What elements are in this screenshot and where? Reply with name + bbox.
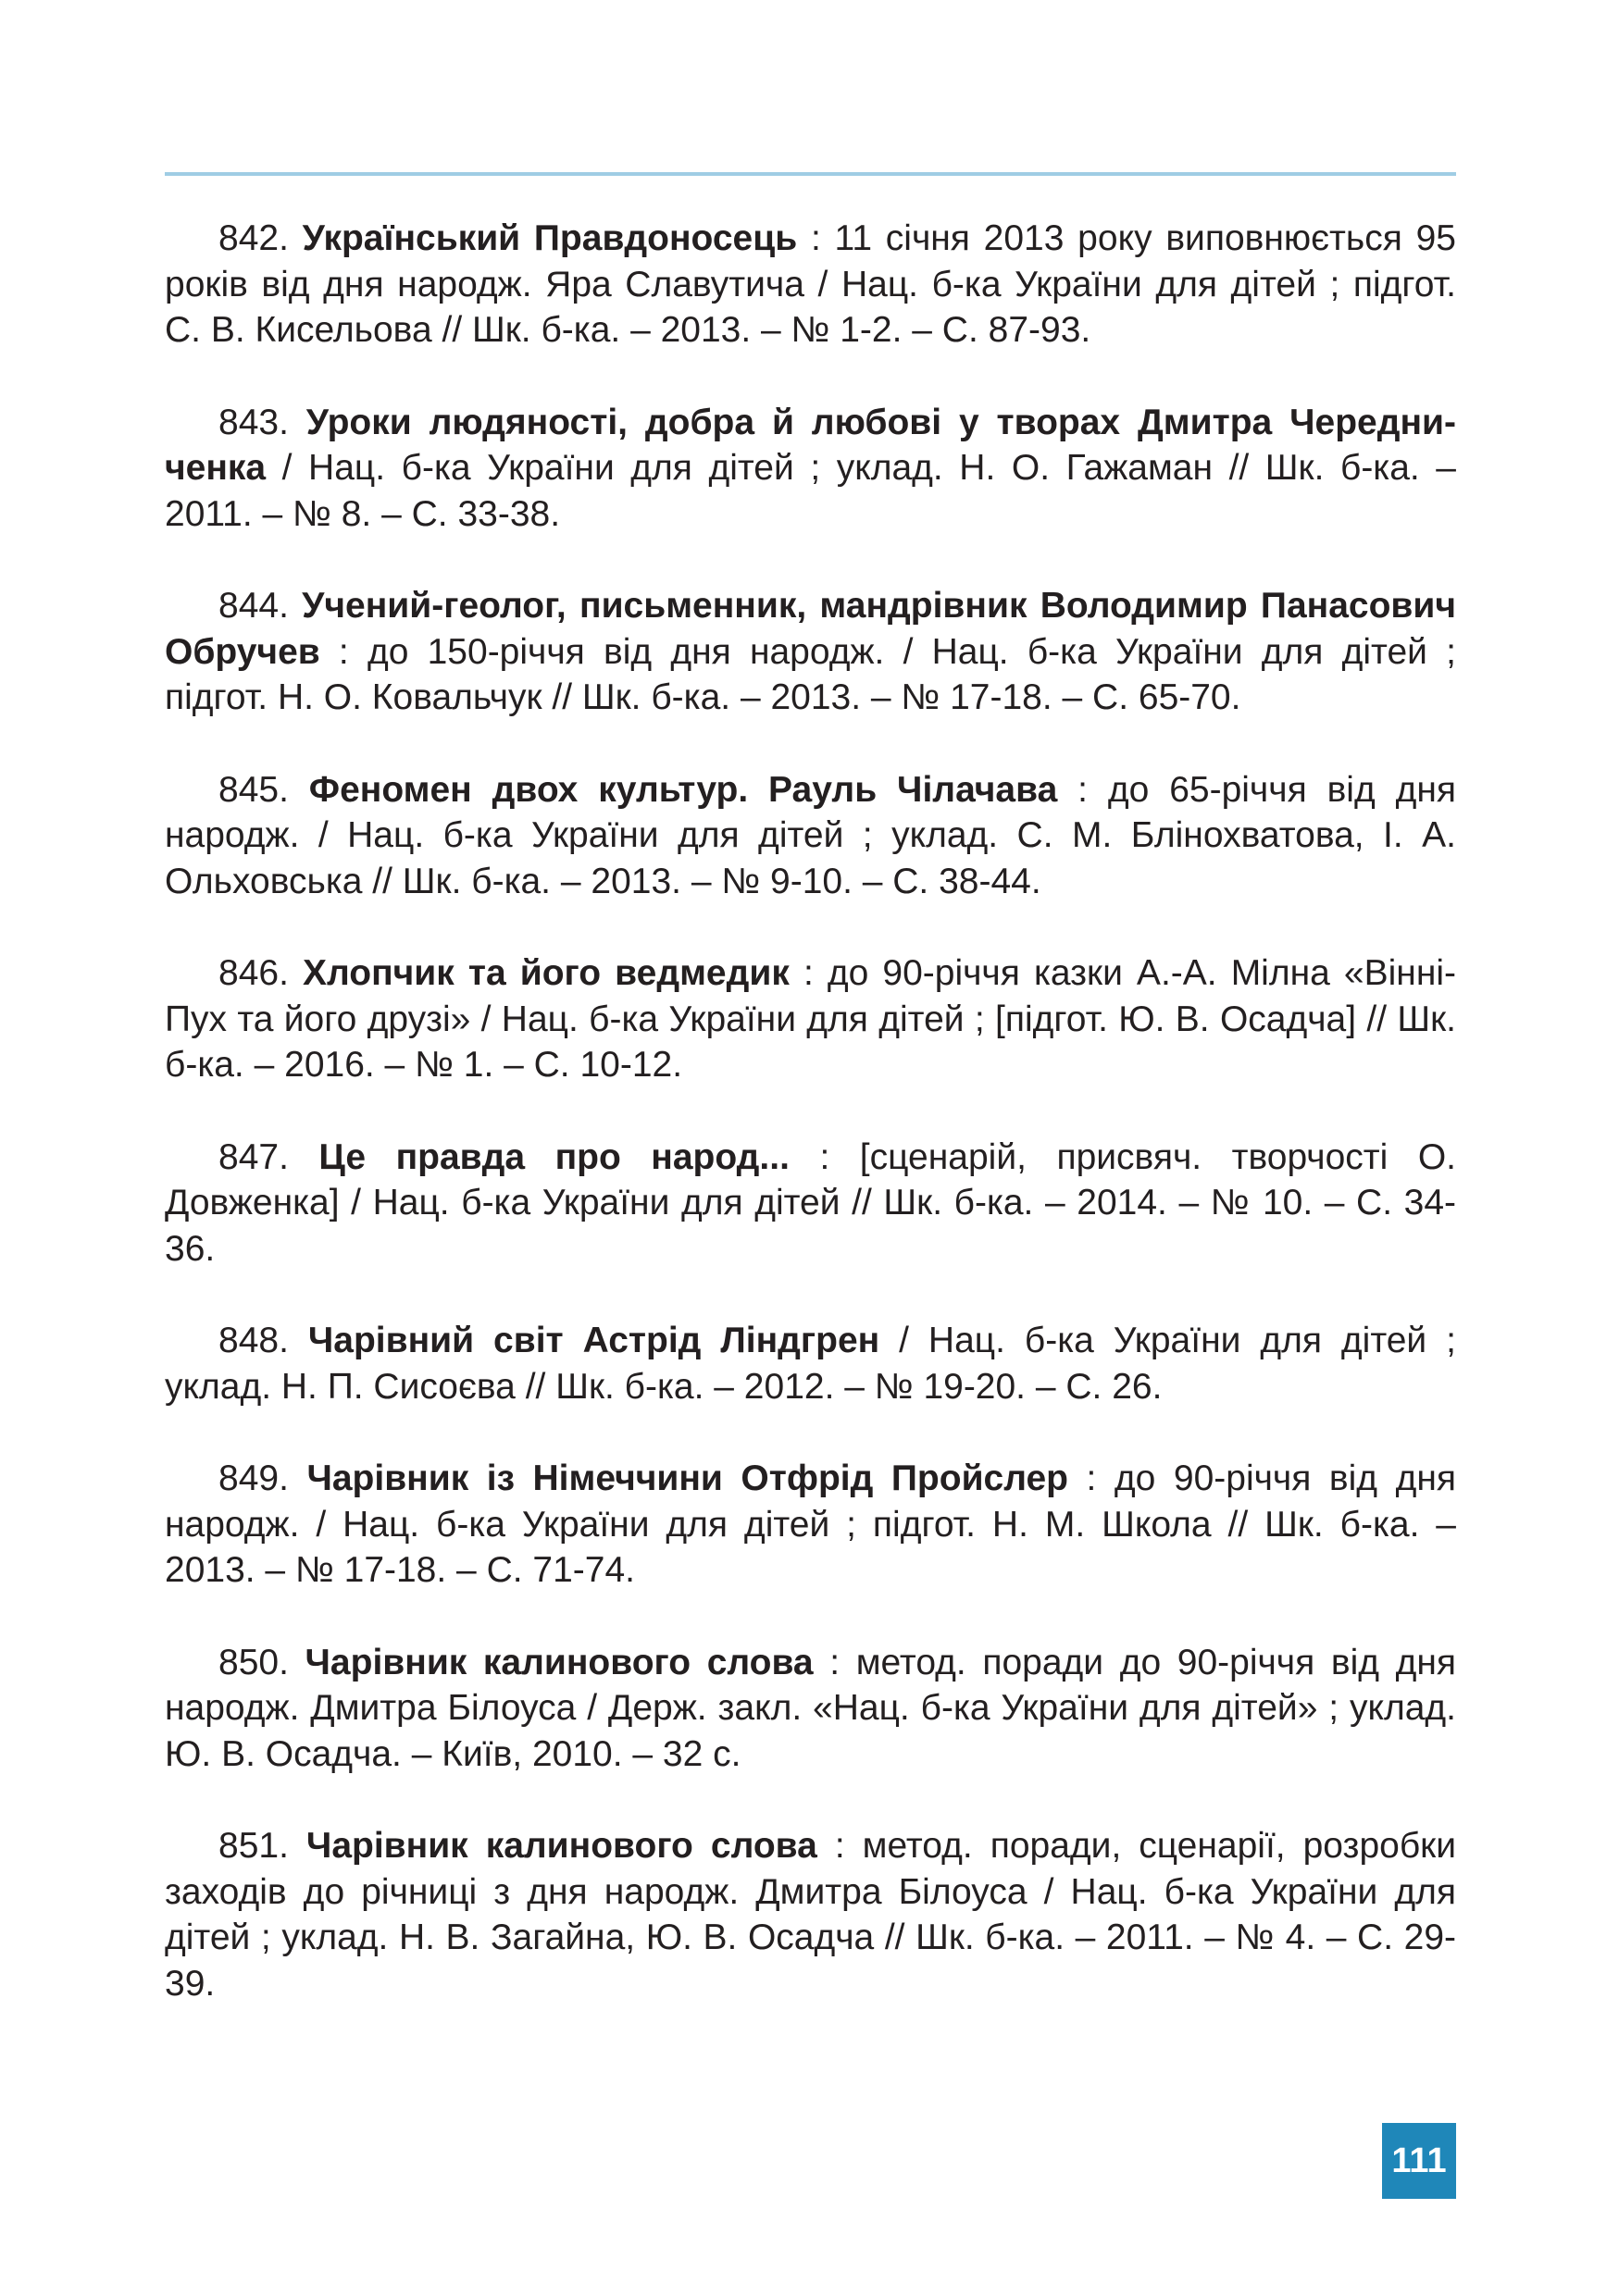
bibliography-entry-843 — [165, 400, 1456, 538]
page-number-badge: 111 — [1382, 2123, 1456, 2199]
entry-description: : до 90-річчя казки А.-А. Мілна «Вінні-Пух та його друзі» / Нац. б-ка України для дітей ; [підгот. Ю. В. Осадча] // Шк. б-ка. – 2016. – № 1. – С. 10-12. — [165, 953, 1457, 1085]
bibliography-entry-844 — [165, 583, 1456, 721]
bibliography-entry-849 — [165, 1456, 1456, 1594]
entry-title: Чарівник калинового слова — [305, 1826, 817, 1866]
entry-description: : метод. поради, сценарії, розробки заходів до річниці з дня народж. Дмитра Білоуса / Нац. б-ка України для дітей ; уклад. Н. В. Загайна, Ю. В. Осадча // Шк. б-ка. – 2011. – № 4. – С. 29-39. — [165, 1826, 1457, 2004]
entry-number: 843. — [218, 402, 289, 442]
bibliography-entry-846 — [165, 950, 1456, 1088]
bibliography-entry-851 — [165, 1823, 1456, 2006]
entry-number: 845. — [218, 769, 289, 810]
entry-number: 844. — [218, 586, 289, 626]
entry-title: Чарівник із Німеччини Отфрід Пройслер — [306, 1458, 1069, 1498]
entry-description: : до 65-річчя від дня народж. / Нац. б-ка України для дітей ; уклад. С. М. Блінохватова, І. А. Ольховська // Шк. б-ка. – 2013. – № 9-10. – С. 38-44. — [165, 769, 1456, 901]
bibliography-entry-847 — [165, 1135, 1456, 1272]
entry-title: Хлопчик та його ведмедик — [303, 953, 790, 993]
entry-description: / Нац. б-ка України для дітей ; уклад. Н. П. Сисоєва // Шк. б-ка. – 2012. – № 19-20. – С. 26. — [165, 1321, 1456, 1407]
entry-title: Учений-геолог, письменник, мандрівник Володимир Панасович Обручев — [165, 586, 1456, 672]
entry-title: Чарівний світ Астрід Ліндгрен — [307, 1321, 880, 1360]
entry-description: : 11 січня 2013 року виповнюється 95 років від дня народж. Яра Славутича / Нац. б-ка України для дітей ; підгот. С. В. Кисельова // Шк. б-ка. – 2013. – № 1-2. – С. 87-93. — [165, 218, 1456, 350]
entry-title: Чарівник калинового слова — [305, 1642, 814, 1682]
entry-number: 847. — [218, 1136, 289, 1177]
entry-title: Феномен двох культур. Рауль Чілачава — [308, 769, 1058, 810]
entry-number: 849. — [218, 1458, 289, 1498]
entry-number: 848. — [218, 1321, 289, 1360]
entry-number: 846. — [218, 953, 289, 993]
entry-description: : до 150-річчя від дня народж. / Нац. б-ка України для дітей ; підгот. Н. О. Ковальчук // Шк. б-ка. – 2013. – № 17-18. – С. 65-70. — [165, 631, 1456, 717]
entry-number: 851. — [218, 1826, 289, 1866]
entry-number: 842. — [218, 218, 289, 258]
bibliography-entry-850 — [165, 1640, 1456, 1778]
bibliography-list — [165, 216, 1456, 2053]
entry-description: / Нац. б-ка України для дітей ; уклад. Н. О. Гажаман // Шк. б-ка. – 2011. – № 8. – С. 33-38. — [165, 448, 1456, 534]
entry-title: Це правда про народ... — [318, 1136, 790, 1177]
entry-title: Уроки людяності, добра й любові у творах Дмитра Чередниченка — [165, 402, 1456, 488]
entry-description: : метод. поради до 90-річчя від дня народж. Дмитра Білоуса / Держ. закл. «Нац. б-ка України для дітей» ; уклад. Ю. В. Осадча. – Київ, 2010. – 32 с. — [165, 1642, 1457, 1774]
entry-number: 850. — [218, 1642, 289, 1682]
entry-description: : до 90-річчя від дня народж. / Нац. б-ка України для дітей ; підгот. Н. М. Школа // Шк. б-ка. – 2013. – № 17-18. – С. 71-74. — [165, 1458, 1456, 1590]
bibliography-entry-845 — [165, 767, 1456, 905]
bibliography-entry-848 — [165, 1318, 1456, 1409]
entry-description: : [сценарій, присвяч. творчості О. Довженка] / Нац. б-ка України для дітей // Шк. б-ка. – 2014. – № 10. – С. 34-36. — [165, 1136, 1456, 1269]
header-divider-line — [165, 172, 1456, 176]
entry-title: Український Правдоносець — [302, 218, 798, 258]
bibliography-entry-842 — [165, 216, 1456, 354]
